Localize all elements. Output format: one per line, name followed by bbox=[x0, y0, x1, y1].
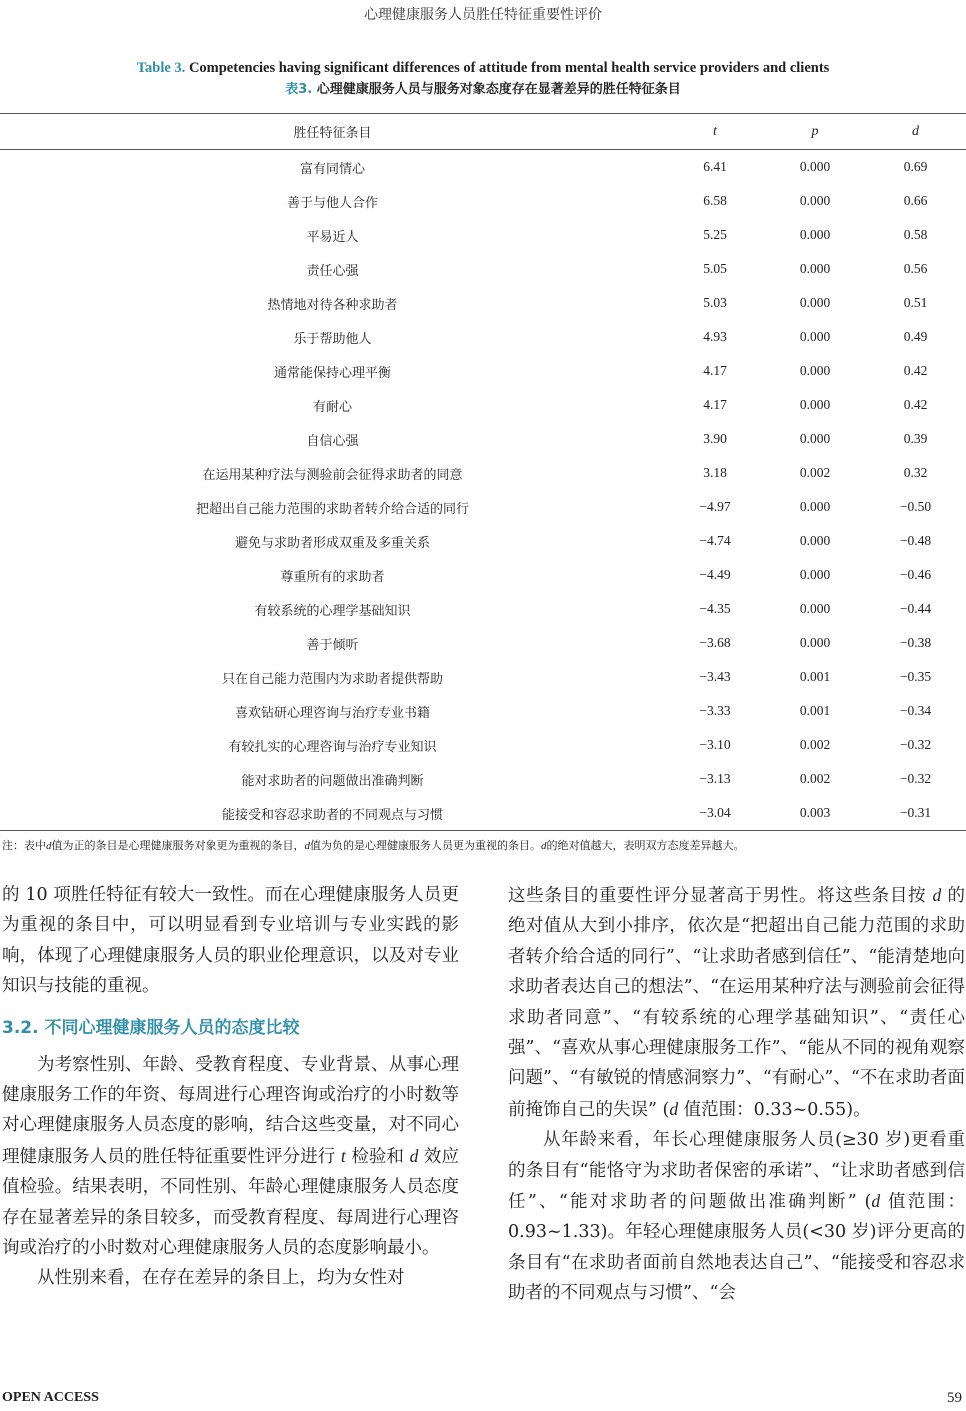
symbol-d: d bbox=[871, 1191, 881, 1212]
table-row bbox=[0, 354, 966, 388]
cell-t: −3.13 bbox=[699, 771, 731, 786]
cell-d: 0.42 bbox=[903, 397, 928, 412]
table-row bbox=[0, 524, 966, 558]
table-row bbox=[0, 660, 966, 694]
cell-item: 富有同情心 bbox=[299, 161, 365, 177]
table-body bbox=[0, 150, 966, 831]
paragraph: 从性别来看，在存在差异的条目上，均为女性对 bbox=[37, 1268, 405, 1289]
cell-t: −4.49 bbox=[699, 567, 731, 582]
table-caption-zh bbox=[0, 78, 966, 97]
table-row bbox=[0, 626, 966, 660]
cell-p: 0.000 bbox=[799, 431, 831, 446]
paragraph: 的 10 项胜任特征有较大一致性。而在心理健康服务人员更为重视的条目中，可以明显看到专业培训与专业实践的影响，体现了心理健康服务人员的职业伦理意识，以及对专业知识与技能的重视。 bbox=[2, 885, 459, 997]
cell-item: 有耐心 bbox=[312, 399, 352, 415]
note-part: 的绝对值越大，表明双方态度差异越大。 bbox=[546, 839, 745, 852]
text-run: 这些条目的重要性评分显著高于男性。将这些条目按 bbox=[508, 886, 933, 906]
cell-p: 0.000 bbox=[799, 397, 831, 412]
cell-t: 6.41 bbox=[703, 159, 727, 174]
text-run: 效应值检验。结果表明，不同性别、年龄心理健康服务人员态度存在显著差异的条目较多，而受教育程度、每周进行心理咨询或治疗的小时数对心理健康服务人员的态度影响最小。 bbox=[2, 1146, 459, 1259]
cell-t: 4.17 bbox=[703, 397, 727, 412]
symbol-d: d bbox=[669, 1098, 679, 1119]
cell-t: 3.18 bbox=[703, 465, 727, 480]
note-symbol: d bbox=[46, 840, 52, 852]
footer-page-number: 59 bbox=[947, 1390, 962, 1406]
cell-t: −3.33 bbox=[699, 703, 731, 718]
table-row bbox=[0, 490, 966, 524]
cell-p: 0.000 bbox=[799, 499, 831, 514]
cell-t: 5.03 bbox=[703, 295, 727, 310]
running-header: 心理健康服务人员胜任特征重要性评价 bbox=[364, 7, 602, 23]
cell-item: 喜欢钻研心理咨询与治疗专业书籍 bbox=[234, 705, 430, 721]
cell-p: 0.000 bbox=[799, 261, 831, 276]
cell-d: 0.32 bbox=[903, 465, 928, 480]
cell-p: 0.002 bbox=[799, 465, 831, 480]
text-run: 值范围：0.93~1.33)。年轻心理健康服务人员(<30 岁)评分更高的条目有“在求助者面前自然地表达自己”、“能接受和容忍求助者的不同观点与习惯”、“会 bbox=[508, 1192, 965, 1304]
footer-journal: OPEN ACCESS bbox=[2, 1390, 99, 1405]
column-header-p: p bbox=[765, 114, 865, 150]
cell-p: 0.000 bbox=[799, 329, 831, 344]
column-header-t: t bbox=[665, 114, 765, 150]
symbol-d: d bbox=[932, 885, 942, 905]
cell-item: 能接受和容忍求助者的不同观点与习惯 bbox=[0, 796, 665, 831]
paragraph bbox=[2, 1050, 459, 1264]
cell-d: −0.32 bbox=[899, 737, 932, 752]
cell-item: 平易近人 bbox=[306, 229, 359, 245]
cell-p: 0.000 bbox=[799, 363, 831, 378]
table-row bbox=[0, 150, 966, 185]
cell-p: 0.000 bbox=[799, 193, 831, 208]
table-row bbox=[0, 558, 966, 592]
cell-item: 有较扎实的心理咨询与治疗专业知识 bbox=[228, 739, 437, 755]
paragraph bbox=[508, 880, 965, 1125]
cell-d: −0.50 bbox=[899, 499, 932, 514]
section-heading: 3.2. 不同心理健康服务人员的态度比较 bbox=[2, 1017, 300, 1038]
cell-item: 避免与求助者形成双重及多重关系 bbox=[234, 535, 430, 551]
competency-table bbox=[0, 113, 966, 831]
cell-item: 乐于帮助他人 bbox=[293, 331, 372, 347]
table-label-en: Table 3. bbox=[136, 60, 186, 76]
cell-d: 0.56 bbox=[903, 261, 928, 276]
symbol-d: d bbox=[409, 1145, 419, 1166]
cell-p: 0.000 bbox=[799, 227, 831, 242]
cell-item: 善于与他人合作 bbox=[286, 195, 378, 211]
note-part: 注：表中 bbox=[2, 839, 46, 852]
table-title-en: Competencies having significant differences of attitude from mental health service providers and clients bbox=[185, 60, 830, 76]
cell-t: −4.97 bbox=[699, 499, 731, 514]
cell-p: 0.003 bbox=[765, 796, 865, 831]
cell-p: 0.000 bbox=[799, 159, 831, 174]
table-row bbox=[0, 218, 966, 252]
cell-p: 0.002 bbox=[799, 771, 831, 786]
cell-item: 责任心强 bbox=[306, 263, 359, 279]
cell-p: 0.002 bbox=[799, 737, 831, 752]
table-row bbox=[0, 422, 966, 456]
cell-d: −0.48 bbox=[899, 533, 932, 548]
cell-t: −3.68 bbox=[699, 635, 731, 650]
cell-item: 在运用某种疗法与测验前会征得求助者的同意 bbox=[202, 467, 463, 483]
cell-item: 把超出自己能力范围的求助者转介给合适的同行 bbox=[195, 501, 469, 517]
table-header-row bbox=[0, 114, 966, 150]
cell-t: −3.10 bbox=[699, 737, 731, 752]
table-label-zh: 表3. bbox=[285, 82, 313, 97]
symbol-t: t bbox=[340, 1145, 346, 1166]
table-row bbox=[0, 456, 966, 490]
cell-p: 0.000 bbox=[799, 635, 831, 650]
cell-d: −0.31 bbox=[865, 796, 966, 831]
cell-item: 尊重所有的求助者 bbox=[280, 569, 385, 585]
cell-t: 4.93 bbox=[703, 329, 727, 344]
cell-d: −0.34 bbox=[899, 703, 932, 718]
cell-t: −3.04 bbox=[665, 796, 765, 831]
cell-t: 5.05 bbox=[703, 261, 727, 276]
cell-t: −3.43 bbox=[699, 669, 731, 684]
cell-item: 通常能保持心理平衡 bbox=[273, 365, 391, 381]
cell-d: −0.38 bbox=[899, 635, 932, 650]
table-row bbox=[0, 388, 966, 422]
text-run: 从年龄来看，年长心理健康服务人员(≥30 岁)更看重的条目有“能恪守为求助者保密的承诺”、“让求助者感到信任”、“能对求助者的问题做出准确判断” ( bbox=[508, 1130, 965, 1213]
cell-t: −4.74 bbox=[699, 533, 731, 548]
cell-item: 自信心强 bbox=[306, 433, 359, 449]
cell-d: −0.44 bbox=[899, 601, 932, 616]
table-row bbox=[0, 796, 966, 831]
cell-d: 0.49 bbox=[903, 329, 928, 344]
text-run: 为考察性别、年龄、受教育程度、专业背景、从事心理健康服务工作的年资、每周进行心理咨询或治疗的小时数等对心理健康服务人员态度的影响，结合这些变量，对不同心理健康服务人员的胜任特征重要性评分进行 bbox=[2, 1054, 459, 1167]
table-row bbox=[0, 286, 966, 320]
cell-d: 0.69 bbox=[903, 159, 928, 174]
cell-p: 0.000 bbox=[799, 295, 831, 310]
table-row bbox=[0, 320, 966, 354]
table-row bbox=[0, 592, 966, 626]
note-part: 值为正的条目是心理健康服务对象更为重视的条目， bbox=[51, 839, 305, 852]
column-header-d: d bbox=[865, 114, 966, 150]
cell-t: 4.17 bbox=[703, 363, 727, 378]
cell-p: 0.000 bbox=[799, 567, 831, 582]
text-run: 值范围：0.33~0.55)。 bbox=[678, 1099, 871, 1120]
table-row bbox=[0, 694, 966, 728]
text-run: 的绝对值从大到小排序，依次是“把超出自己能力范围的求助者转介给合适的同行”、“让求助者感到信任”、“能清楚地向求助者表达自己的想法”、“在运用某种疗法与测验前会征得求助者同意”、“有较系统的心理学基础知识”、“责任心强”、“喜欢从事心理健康服务工作”、“能从不同的视角观察问题”、“有敏锐的情感洞察力”、“有耐心”、“不在求助者面前掩饰自己的失误” ( bbox=[508, 886, 965, 1120]
cell-t: 5.25 bbox=[703, 227, 727, 242]
text-run: 检验和 bbox=[345, 1146, 410, 1167]
table-row bbox=[0, 184, 966, 218]
cell-d: −0.46 bbox=[899, 567, 932, 582]
cell-d: 0.42 bbox=[903, 363, 928, 378]
table-row bbox=[0, 252, 966, 286]
cell-d: −0.35 bbox=[899, 669, 932, 684]
column-header-item: 胜任特征条目 bbox=[0, 114, 665, 150]
cell-d: 0.58 bbox=[903, 227, 928, 242]
note-part: 值为负的是心理健康服务人员更为重视的条目。 bbox=[310, 839, 541, 852]
cell-item: 能对求助者的问题做出准确判断 bbox=[241, 773, 424, 789]
note-symbol: d bbox=[304, 840, 310, 852]
table-row bbox=[0, 728, 966, 762]
paragraph bbox=[508, 1125, 965, 1308]
cell-item: 只在自己能力范围内为求助者提供帮助 bbox=[221, 671, 443, 687]
cell-t: 6.58 bbox=[703, 193, 727, 208]
table-title-zh: 心理健康服务人员与服务对象态度存在显著差异的胜任特征条目 bbox=[312, 82, 681, 97]
cell-p: 0.001 bbox=[799, 669, 831, 684]
cell-p: 0.000 bbox=[799, 601, 831, 616]
table-note bbox=[2, 837, 964, 853]
cell-item: 热情地对待各种求助者 bbox=[267, 297, 398, 313]
cell-item: 有较系统的心理学基础知识 bbox=[254, 603, 411, 619]
cell-item: 善于倾听 bbox=[306, 637, 359, 653]
cell-d: −0.32 bbox=[899, 771, 932, 786]
cell-p: 0.001 bbox=[799, 703, 831, 718]
cell-p: 0.000 bbox=[799, 533, 831, 548]
cell-t: 3.90 bbox=[703, 431, 727, 446]
cell-d: 0.39 bbox=[903, 431, 928, 446]
cell-d: 0.66 bbox=[903, 193, 928, 208]
cell-d: 0.51 bbox=[903, 295, 928, 310]
table-row bbox=[0, 762, 966, 796]
left-column bbox=[2, 880, 459, 1294]
cell-t: −4.35 bbox=[699, 601, 731, 616]
note-symbol: d bbox=[541, 840, 547, 852]
right-column bbox=[508, 880, 965, 1309]
table-caption-en bbox=[0, 60, 966, 77]
